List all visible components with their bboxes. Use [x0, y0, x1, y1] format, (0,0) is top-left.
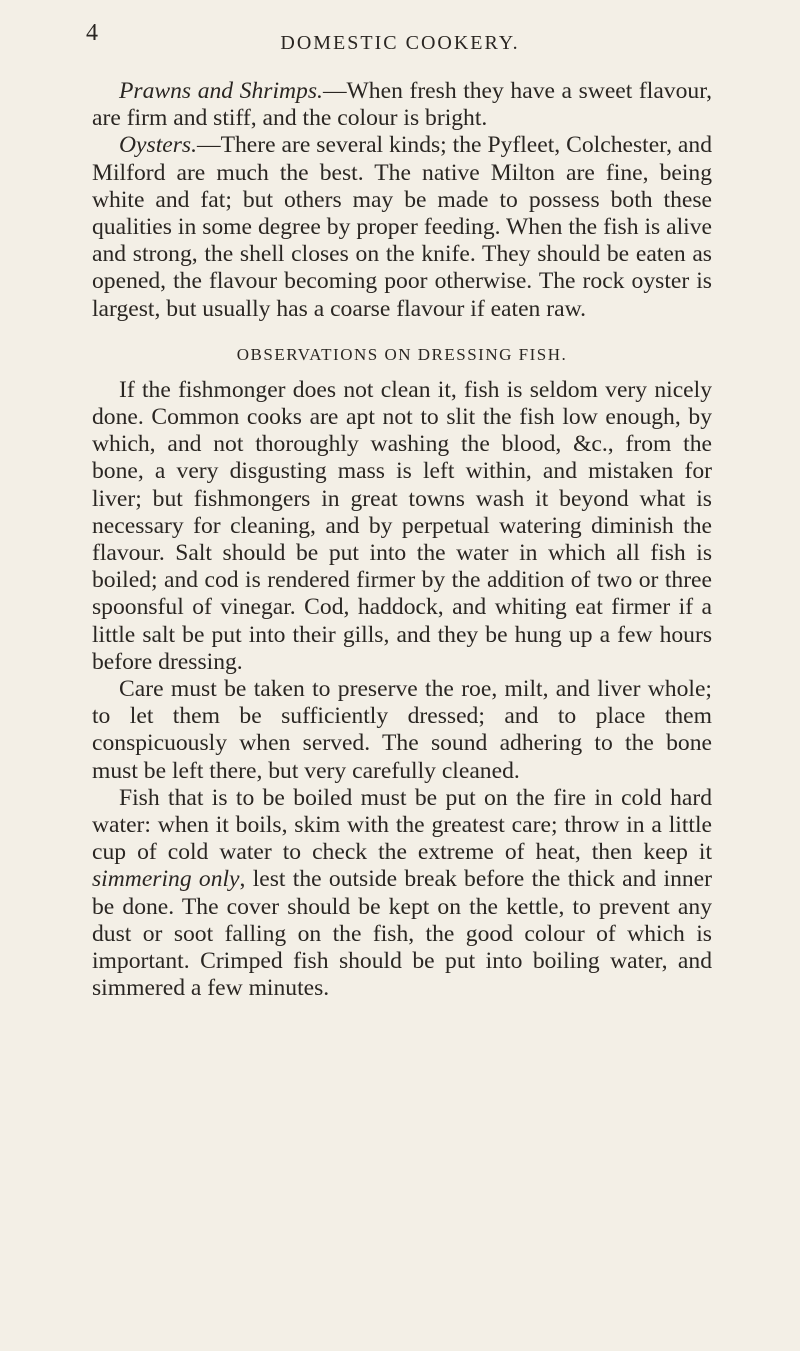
paragraph-text: —There are several kinds; the Pyfleet, Colchester, and Milford are much the best. The native Milton are fine, being white and fat; but others may be made to possess both these qualities in some degree by proper feeding. When the fish is alive and strong, the shell closes on the knife. They should be eaten as opened, the flavour becoming poor otherwise. The rock oyster is largest, but usually has a coarse flavour if eaten raw. [92, 132, 712, 322]
paragraph-text: —When fresh they have a sweet flavour, are firm and stiff, and the colour is bright. [92, 78, 713, 132]
paragraph-prawns-shrimps [92, 78, 712, 132]
emphasis-text: simmering only [92, 866, 240, 893]
paragraph-roe-milt-liver: Care must be taken to preserve the roe, milt, and liver whole; to let them be sufficiently dressed; and to place them conspicuously when served. The sound adhering to the bone must be left there, but very carefully cleaned. [92, 676, 712, 784]
section-heading: OBSERVATIONS ON DRESSING FISH. [236, 344, 568, 364]
running-title: DOMESTIC COOKERY. [280, 32, 520, 54]
body-text [92, 78, 712, 1003]
run-in-heading: Oysters. [119, 132, 197, 159]
paragraph-text: , lest the outside break before the thick and inner be done. The cover should be kept on the kettle, to prevent any dust or soot falling on the fish, the good colour of which is important. Crimped fish should be put into boiling water, and simmered a few minutes. [92, 866, 712, 1002]
page-number: 4 [86, 20, 99, 46]
paragraph-boiling-fish [92, 785, 712, 1003]
paragraph-cleaning-fish: If the fishmonger does not clean it, fish is seldom very nicely done. Common cooks are apt not to slit the fish low enough, by which, and not thoroughly washing the blood, &c., from the bone, a very disgusting mass is left within, and mistaken for liver; but fishmongers in great towns wash it beyond what is necessary for cleaning, and by perpetual watering diminish the flavour. Salt should be put into the water in which all fish is boiled; and cod is rendered firmer by the addition of two or three spoonsful of vinegar. Cod, haddock, and whiting eat firmer if a little salt be put into their gills, and they be hung up a few hours before dressing. [92, 376, 712, 675]
paragraph-oysters [92, 132, 712, 322]
paragraph-text: Fish that is to be boiled must be put on the fire in cold hard water: when it boils, skim with the greatest care; throw in a little cup of cold water to check the extreme of heat, then keep it [92, 784, 712, 866]
run-in-heading: Prawns and Shrimps. [119, 78, 323, 104]
